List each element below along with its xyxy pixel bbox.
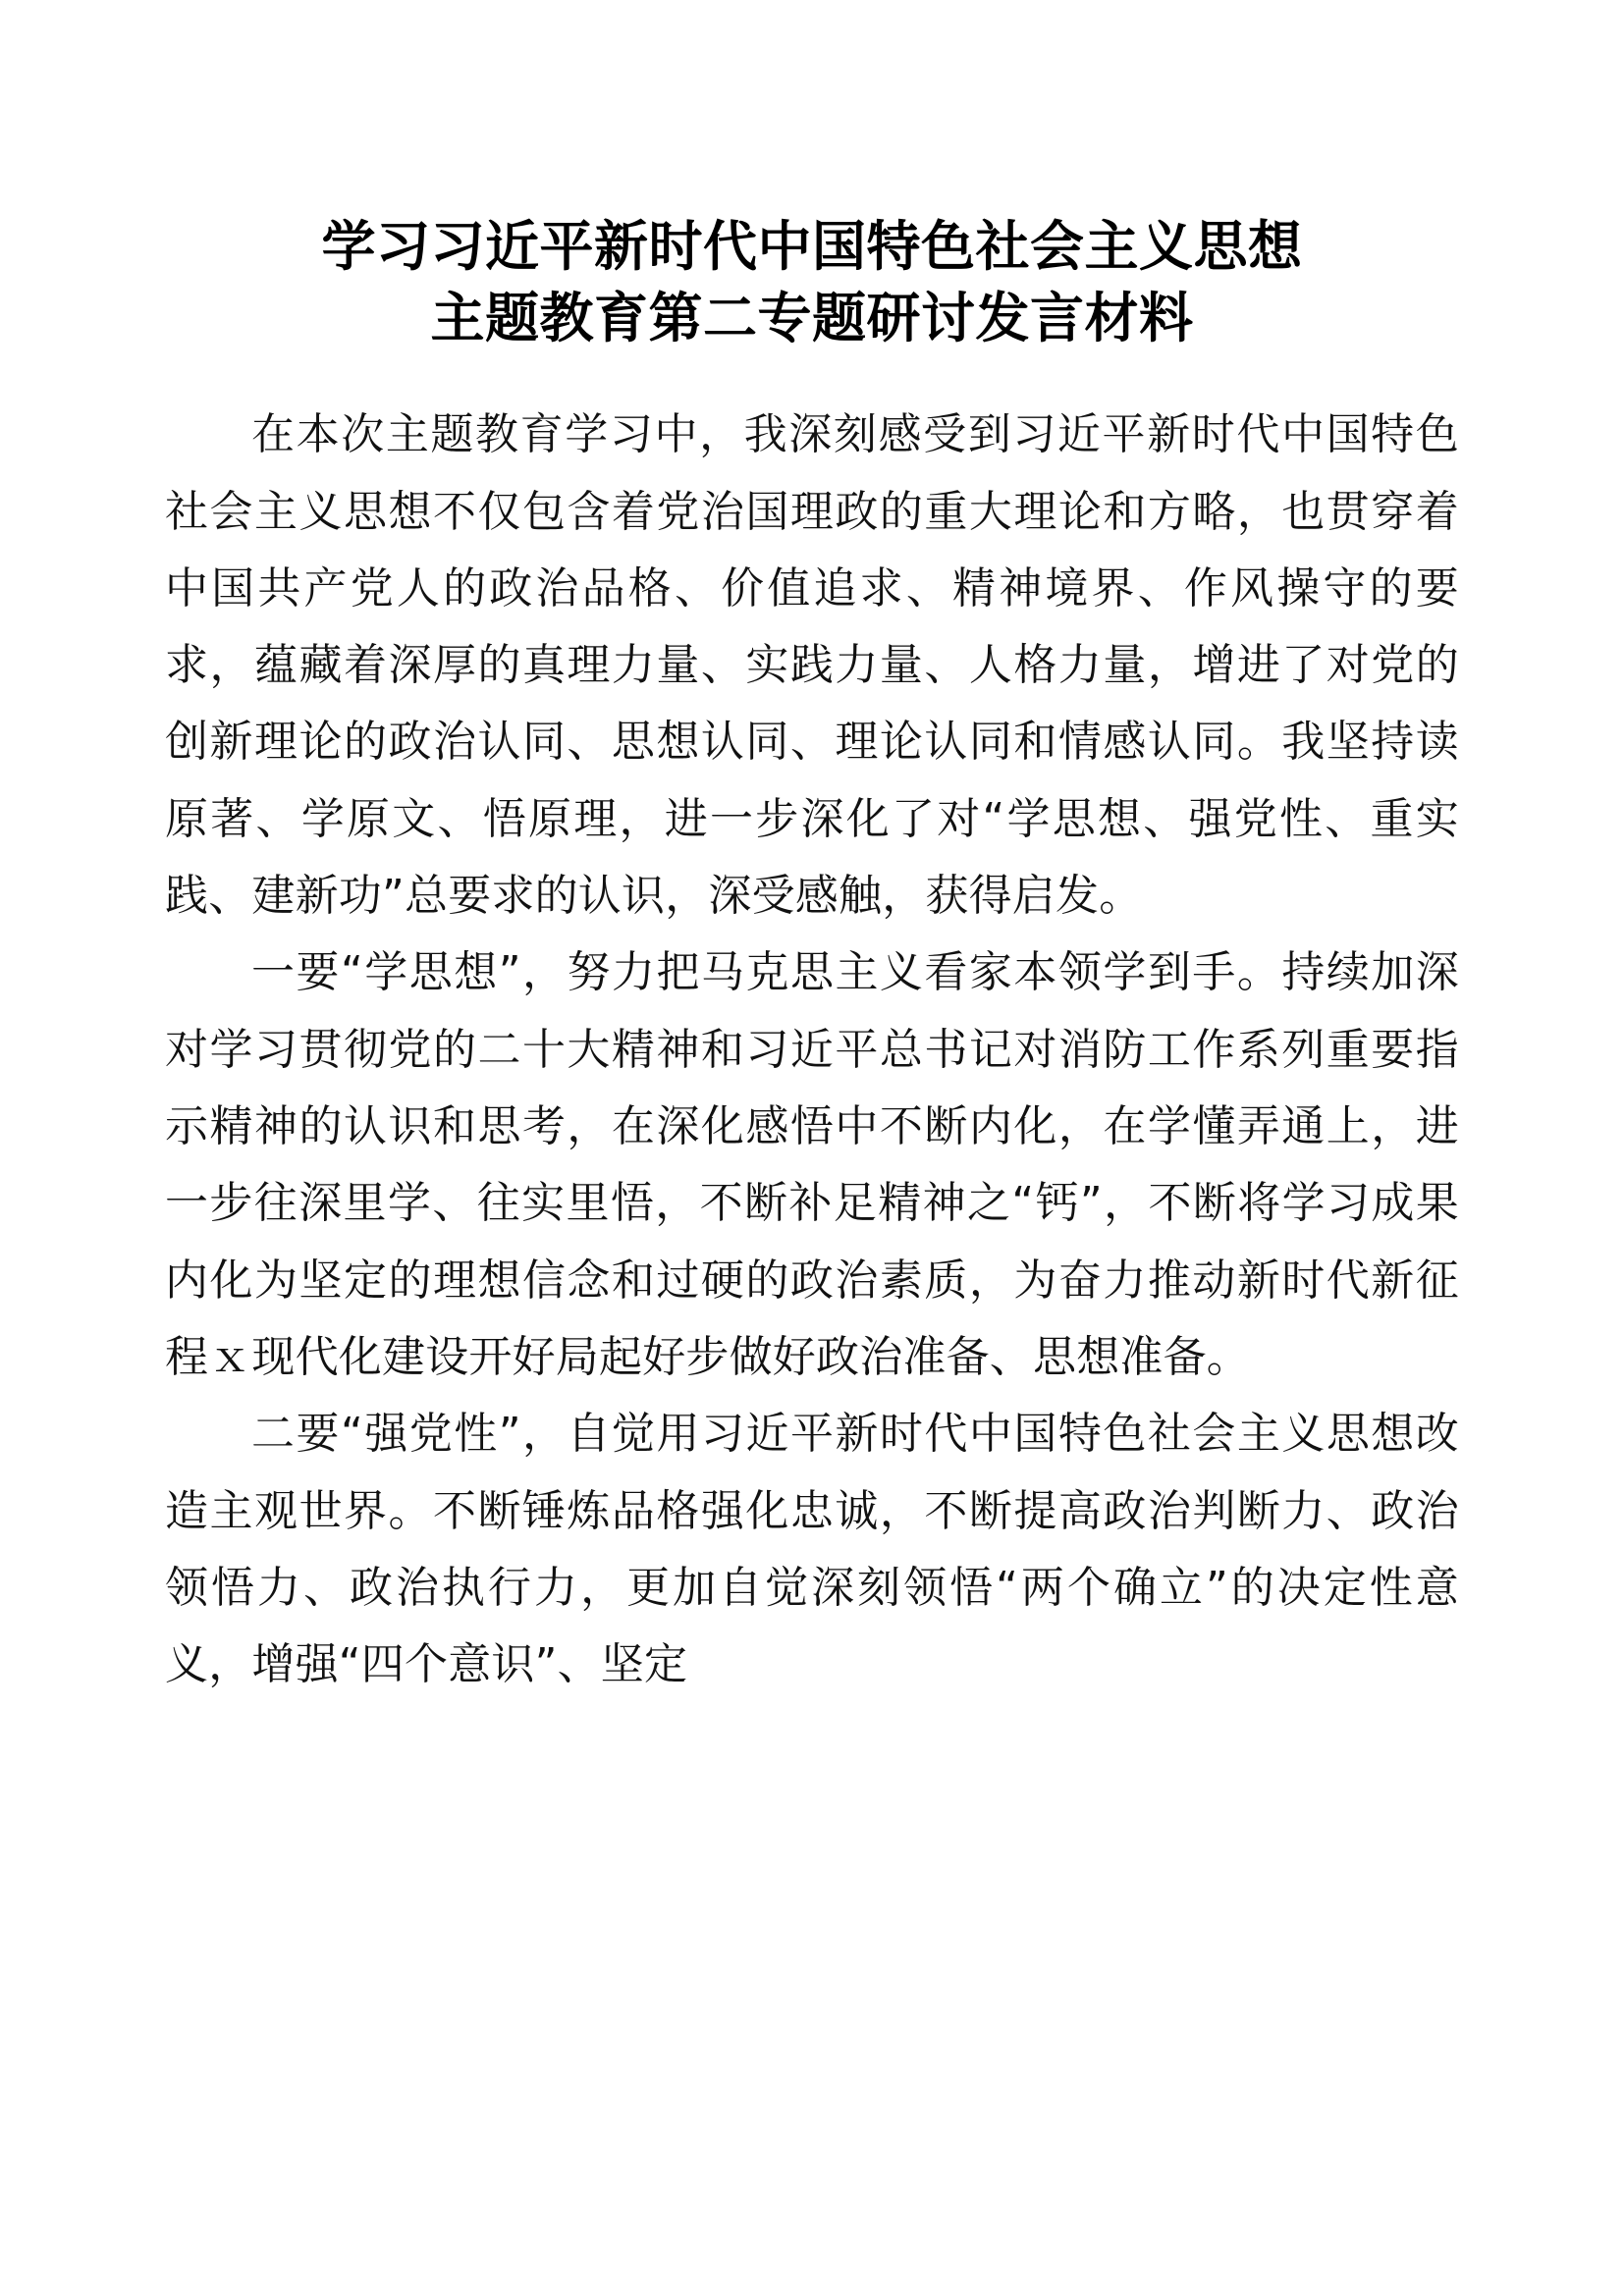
body-paragraph-2: 一要“学思想”，努力把马克思主义看家本领学到手。持续加深对学习贯彻党的二十大精神和习近平总书记对消防工作系列重要指示精神的认识和思考，在深化感悟中不断内化，在学懂弄通上，进一步往深里学、往实里悟，不断补足精神之“钙”，不断将学习成果内化为坚定的理想信念和过硬的政治素质，为奋力推动新时代新征程ｘ现代化建设开好局起好步做好政治准备、思想准备。 xyxy=(165,947,1459,1382)
document-body xyxy=(165,397,1459,1703)
body-paragraph-3: 二要“强党性”，自觉用习近平新时代中国特色社会主义思想改造主观世界。不断锤炼品格强化忠诚，不断提高政治判断力、政治领悟力、政治执行力，更加自觉深刻领悟“两个确立”的决定性意义，增强“四个意识”、坚定 xyxy=(165,1409,1459,1690)
page-title xyxy=(165,211,1459,353)
page-title-line-2: 主题教育第二专题研讨发言材料 xyxy=(430,286,1194,349)
body-paragraph-1: 在本次主题教育学习中，我深刻感受到习近平新时代中国特色社会主义思想不仅包含着党治国理政的重大理论和方略，也贯穿着中国共产党人的政治品格、价值追求、精神境界、作风操守的要求，蕴藏着深厚的真理力量、实践力量、人格力量，增进了对党的创新理论的政治认同、思想认同、理论认同和情感认同。我坚持读原著、学原文、悟原理，进一步深化了对“学思想、强党性、重实践、建新功”总要求的认识，深受感触，获得启发。 xyxy=(165,409,1459,922)
page-title-line-1: 学习习近平新时代中国特色社会主义思想 xyxy=(321,215,1303,278)
